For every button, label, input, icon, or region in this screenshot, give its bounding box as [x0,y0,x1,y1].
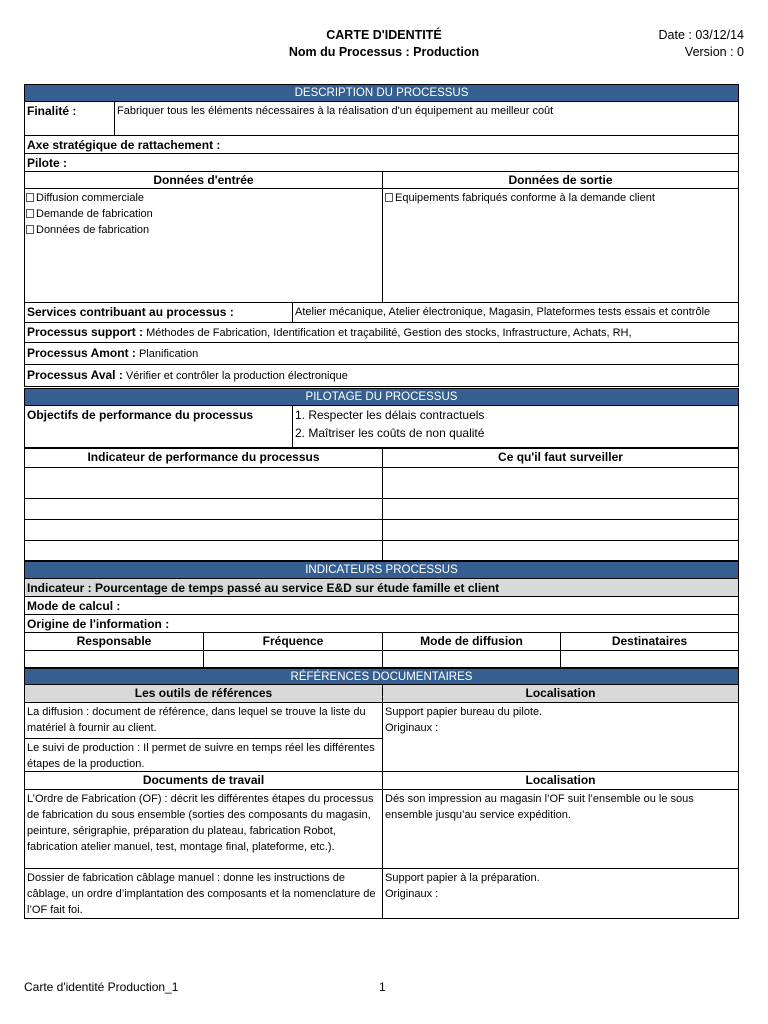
column-header: Mode de diffusion [382,633,560,650]
localisation-text: Originaux : [385,888,439,900]
indicateur-label: Indicateur : Pourcentage de temps passé au service E&D sur étude famille et client [27,581,500,595]
support-cell [25,323,738,342]
outils-list [25,703,382,771]
mode-calcul-label: Mode de calcul : [27,599,121,613]
missing-glyph-icon [26,209,34,218]
documents-header-row [24,772,739,790]
document-localisation: Dés son impression au magasin l’OF suit l’ensemble ou le sous ensemble jusqu’au service expédition. [382,790,738,868]
objectifs-list [292,406,738,447]
outils-header: Les outils de références [134,686,273,700]
outils-localisation [382,703,738,771]
indicateur-header: Indicateur de performance du processus [87,450,320,464]
amont-label: Processus Amont : [27,346,136,360]
document-title: CARTE D'IDENTITÉ [326,28,442,42]
inputs-list [25,189,382,302]
amont-value: Planification [138,348,199,360]
table-row [24,499,739,520]
documents-header: Documents de travail [142,773,265,787]
references-band [24,668,739,685]
origine-label: Origine de l'information : [27,617,170,631]
version-label: Version : 0 [684,45,744,59]
document-text: L’Ordre de Fabrication (OF) : décrit les différentes étapes du processus de fabrication du sous ensemble (sorties des composants du magasin, peinture, sérigraphie, préparation du plateau, fabrication Robot, fabrication atelier manuel, test, montage final, plateforme, etc.). [27,793,374,853]
date-label: Date : 03/12/14 [658,28,744,42]
aval-value: Vérifier et contrôler la production électronique [125,370,348,382]
localisation-text: Support papier à la préparation. [385,872,540,884]
missing-glyph-icon [26,193,34,202]
table-row [24,790,739,869]
objectifs-row [24,406,739,448]
list-item: Le suivi de production : Il permet de suivre en temps réel les différentes étapes de la production. [27,742,375,770]
amont-cell [25,343,738,364]
table-row [24,869,739,919]
table-cell [382,468,738,498]
axe-label: Axe stratégique de rattachement : [27,138,221,152]
pilotage-band [24,388,739,406]
mode-calcul-row [24,597,739,615]
indicateur-row [24,579,739,597]
missing-glyph-icon [26,225,34,234]
services-value: Atelier mécanique, Atelier électronique, Magasin, Plateformes tests essais et contrôle [292,303,738,322]
list-item: Diffusion commerciale [26,190,380,206]
aval-label: Processus Aval : [27,368,123,382]
donnees-header-row [24,172,739,189]
column-header: Responsable [76,634,152,648]
pilotage-band-label: PILOTAGE DU PROCESSUS [305,391,458,403]
table-cell [382,541,738,560]
list-item: 1. Respecter les délais contractuels [295,408,485,422]
indicateurs-band-label: INDICATEURS PROCESSUS [305,564,458,576]
objectifs-label: Objectifs de performance du processus [27,408,254,422]
localisation-text: Originaux : [385,722,439,734]
support-row [24,323,739,343]
references-band-label: RÉFÉRENCES DOCUMENTAIRES [290,671,473,683]
outils-content-row [24,703,739,772]
localisation-text: Support papier bureau du pilote. [385,706,543,718]
document-text: Dossier de fabrication câblage manuel : donne les instructions de câblage, un ordre d’implantation des composants et la nomenclature de l’OF fait foi. [27,872,376,916]
table-row [24,468,739,499]
list-item: La diffusion : document de référence, dans lequel se trouve la liste du matériel à fournir au client. [25,703,382,739]
list-item: 2. Maîtriser les coûts de non qualité [295,426,485,440]
column-header: Destinataires [560,633,738,650]
footer-page-number: 1 [379,980,386,994]
document-localisation [382,869,738,918]
origine-row [24,615,739,633]
description-band [24,84,739,102]
description-band-label: DESCRIPTION DU PROCESSUS [294,87,469,99]
support-value: Méthodes de Fabrication, Identification et traçabilité, Gestion des stocks, Infrastructure, Achats, RH, [146,327,632,339]
footer-document-name: Carte d'identité Production_1 [24,980,179,994]
table-cell [560,651,738,667]
table-row [24,541,739,561]
finalite-row [24,102,739,136]
table-row [24,651,739,668]
donnees-content-row [24,189,739,303]
list-item: Demande de fabrication [26,206,380,222]
finalite-label: Finalité : [27,104,77,118]
support-label: Processus support : [27,325,144,339]
finalite-value: Fabriquer tous les éléments nécessaires à la réalisation d'un équipement au meilleur coût [114,102,738,135]
inputs-header: Données d'entrée [153,173,254,187]
amont-row [24,343,739,365]
table-cell [382,499,738,519]
table-cell [203,651,382,667]
outputs-list [382,189,738,302]
table-cell [382,520,738,540]
services-label: Services contribuant au processus : [27,305,234,319]
table-row [24,520,739,541]
indicateur-header-row [24,448,739,468]
indicateur-columns-row [24,633,739,651]
documents-localisation-header: Localisation [382,772,738,789]
pilote-row [24,154,739,172]
process-name: Nom du Processus : Production [288,45,480,59]
indicateurs-band [24,561,739,579]
table-cell [382,651,560,667]
aval-row [24,365,739,387]
surveiller-header: Ce qu'il faut surveiller [382,449,738,467]
missing-glyph-icon [385,193,393,202]
axe-row [24,136,739,154]
localisation-header: Localisation [382,685,738,702]
outputs-header: Données de sortie [382,172,738,188]
column-header: Fréquence [203,633,382,650]
outils-header-row [24,685,739,703]
aval-cell [25,365,738,386]
list-item: Données de fabrication [26,222,380,238]
pilote-label: Pilote : [27,156,68,170]
services-row [24,303,739,323]
list-item: Equipements fabriqués conforme à la demande client [385,190,736,206]
